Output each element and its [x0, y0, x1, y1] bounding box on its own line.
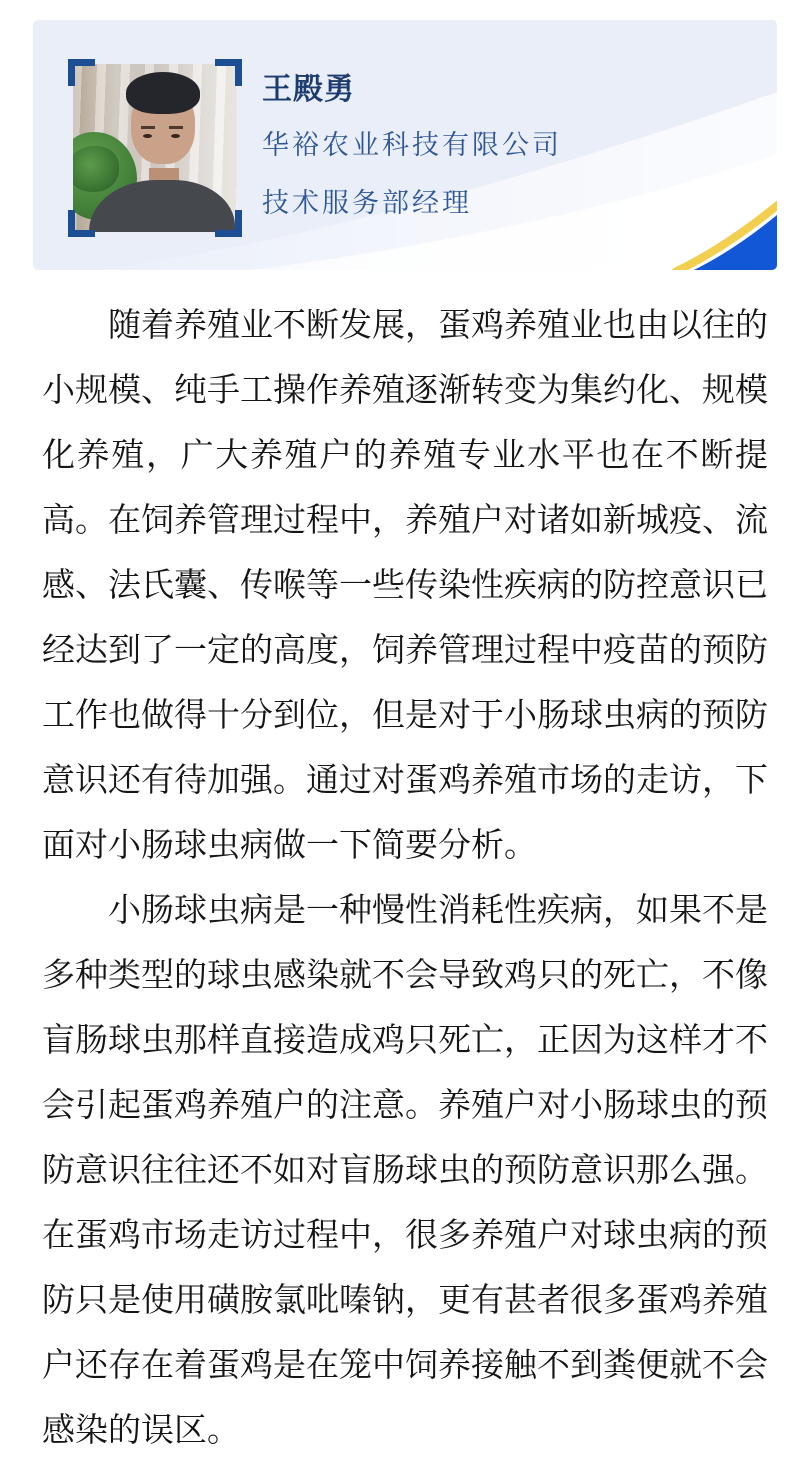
corner-bracket-bottom-right-icon: [215, 210, 242, 237]
green-plant-leaves: [73, 146, 119, 192]
article-page: [0, 20, 810, 1462]
person-hair: [126, 72, 200, 114]
corner-bracket-top-left-icon: [68, 59, 95, 86]
person-eye-right: [171, 134, 180, 138]
person-job-title: 技术服务部经理: [262, 188, 472, 218]
person-company: 华裕农业科技有限公司: [262, 130, 562, 160]
portrait-photo: [73, 64, 237, 232]
corner-bracket-bottom-left-icon: [68, 210, 95, 237]
paragraph-1: 随着养殖业不断发展，蛋鸡养殖业也由以往的小规模、纯手工操作养殖逐渐转变为集约化、规模化养殖，广大养殖户的养殖专业水平也在不断提高。在饲养管理过程中，养殖户对诸如新城疫、流感、法氏囊、传喉等一些传染性疾病的防控意识已经达到了一定的高度，饲养管理过程中疫苗的预防工作也做得十分到位，但是对于小肠球虫病的预防意识还有待加强。通过对蛋鸡养殖市场的走访，下面对小肠球虫病做一下简要分析。: [42, 306, 768, 863]
person-eyebrow-right: [169, 126, 183, 129]
profile-card: [33, 20, 777, 270]
profile-info: [262, 72, 562, 220]
corner-bracket-top-right-icon: [215, 59, 242, 86]
article-body: [42, 292, 768, 1462]
photo-frame: [68, 59, 242, 237]
person-eye-left: [143, 134, 152, 138]
paragraph-2: 小肠球虫病是一种慢性消耗性疾病，如果不是多种类型的球虫感染就不会导致鸡只的死亡，不像盲肠球虫那样直接造成鸡只死亡，正因为这样才不会引起蛋鸡养殖户的注意。养殖户对小肠球虫的预防意识往往还不如对盲肠球虫的预防意识那么强。在蛋鸡市场走访过程中，很多养殖户对球虫病的预防只是使用磺胺氯吡嗪钠，更有甚者很多蛋鸡养殖户还存在着蛋鸡是在笼中饲养接触不到粪便就不会感染的误区。: [42, 891, 768, 1448]
person-name: 王殿勇: [262, 73, 355, 106]
person-eyebrow-left: [141, 126, 155, 129]
